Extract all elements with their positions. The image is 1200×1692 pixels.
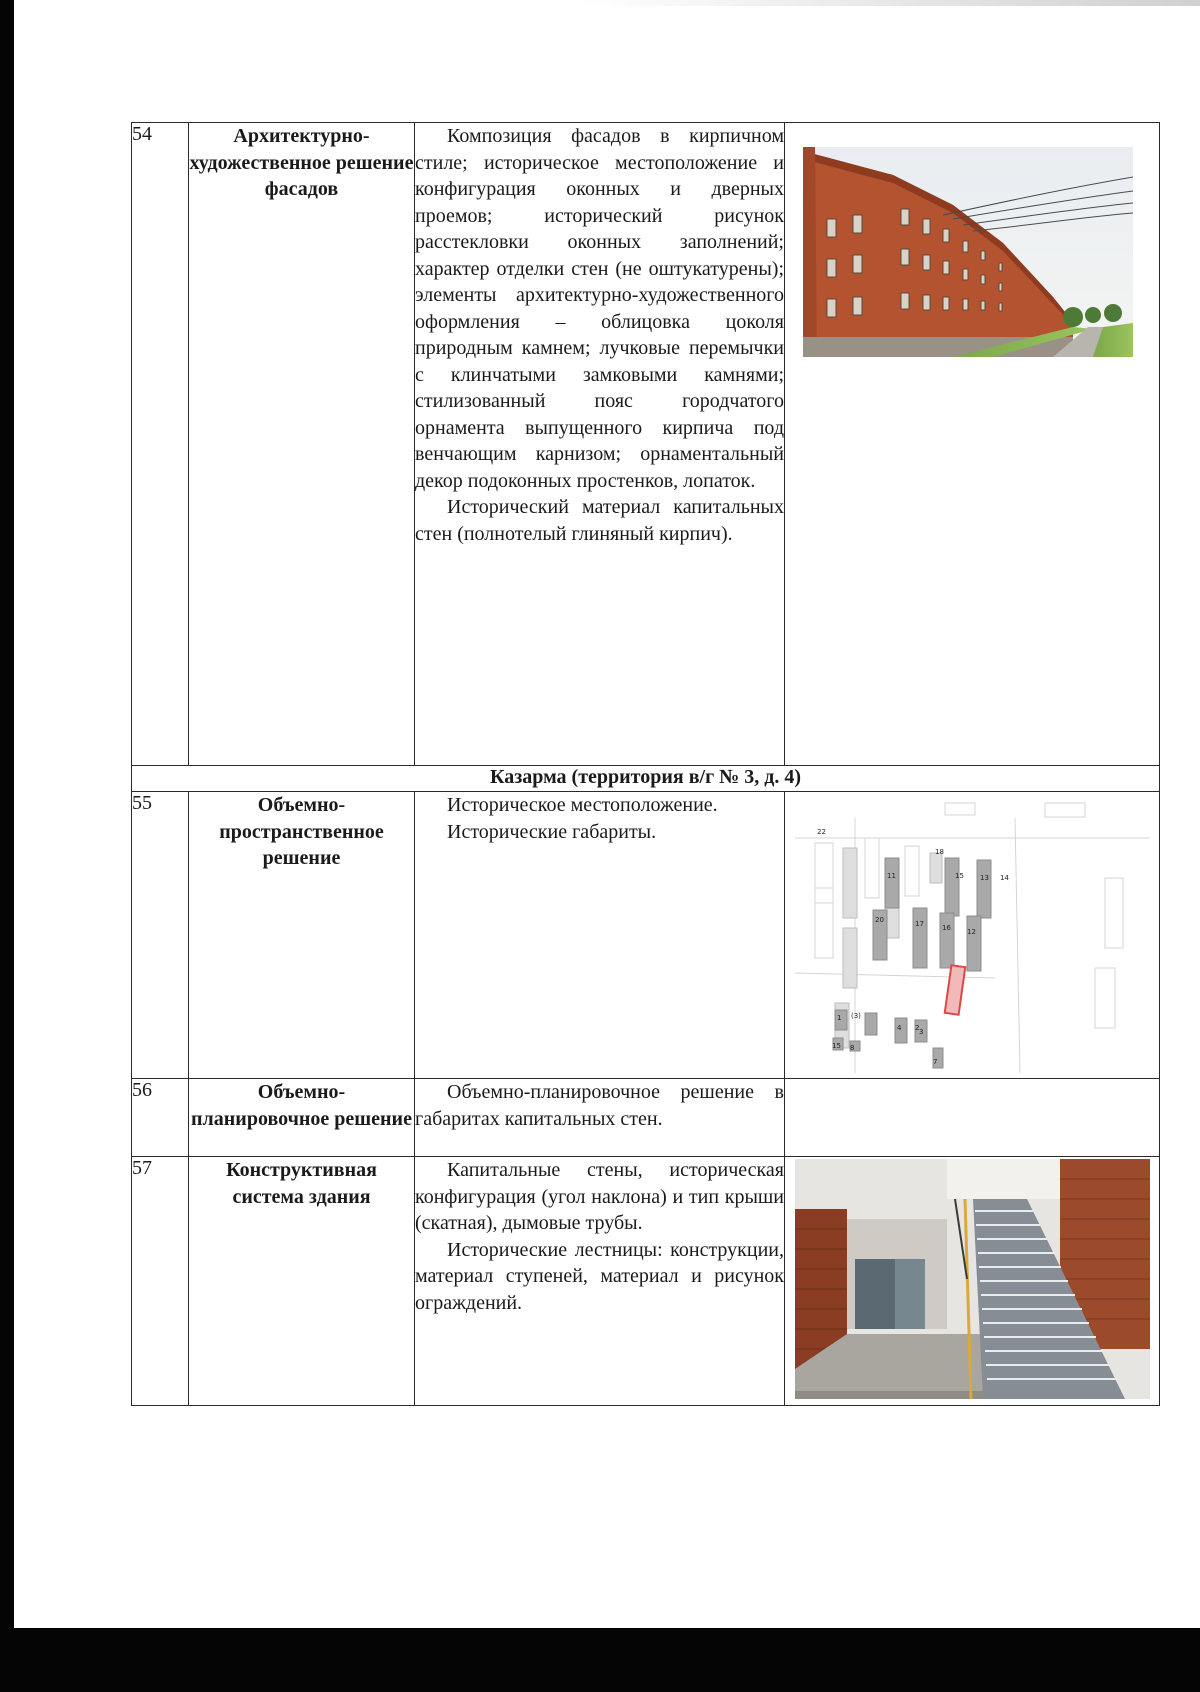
row-description xyxy=(415,792,785,1079)
map-label: 13 xyxy=(980,874,989,882)
description-paragraph: Композиция фасадов в кирпичном стиле; историческое местоположение и конфигурация оконных и дверных проемов; исторический рисунок расстекловки оконных заполнений; характер отделки стен (не оштукатурены); элементы архитектурно-художественного оформления – облицовка цоколя природным камнем; лучковые перемычки с клинчатыми замковыми камнями; стилизованный пояс городчатого орнамента выпущенного кирпича под венчающим карнизом; орнаментальный декор подоконных простенков, лопаток. xyxy=(415,125,784,492)
map-label: 3 xyxy=(919,1028,924,1036)
row-title: Конструктивная система здания xyxy=(189,1157,415,1406)
map-label: 7 xyxy=(933,1058,938,1066)
description-paragraph: Исторические лестницы: конструкции, материал ступеней, материал и рисунок ограждений. xyxy=(415,1238,784,1314)
map-label: 11 xyxy=(887,872,896,880)
photo-cell xyxy=(785,123,1160,766)
description-paragraph: Исторические габариты. xyxy=(447,820,657,843)
table-row xyxy=(132,1157,1160,1406)
row-title: Объемно-планировочное решение xyxy=(189,1079,415,1157)
map-label: 15 xyxy=(832,1042,841,1050)
description-paragraph: Исторический материал капитальных стен (полнотелый глиняный кирпич). xyxy=(415,496,784,545)
map-label: 2 xyxy=(915,1024,920,1032)
row-description xyxy=(415,123,785,766)
row-description xyxy=(415,1079,785,1157)
staircase-photo xyxy=(795,1159,1150,1399)
map-label: 18 xyxy=(935,848,944,856)
section-heading: Казарма (территория в/г № 3, д. 4) xyxy=(132,766,1160,792)
row-title: Архитектурно-художественное решение фасадов xyxy=(189,123,415,766)
map-label: 14 xyxy=(1000,874,1009,882)
map-label: 4 xyxy=(897,1024,902,1032)
objects-table xyxy=(131,122,1160,1406)
map-label: 16 xyxy=(942,924,951,932)
scan-edge-top xyxy=(580,0,1200,6)
row-number: 54 xyxy=(132,123,189,766)
scan-edge-left xyxy=(0,0,14,1692)
map-label: 20 xyxy=(875,916,884,924)
row-title: Объемно-пространственное решение xyxy=(189,792,415,1079)
row-number: 55 xyxy=(132,792,189,1079)
photo-cell xyxy=(785,1157,1160,1406)
description-paragraph: Объемно-планировочное решение в габаритах капитальных стен. xyxy=(415,1081,784,1130)
row-number: 56 xyxy=(132,1079,189,1157)
empty-cell xyxy=(785,1079,1160,1157)
scan-edge-bottom xyxy=(0,1628,1200,1692)
row-description xyxy=(415,1157,785,1406)
map-label: 12 xyxy=(967,928,976,936)
map-label: 17 xyxy=(915,920,924,928)
map-label: 15 xyxy=(955,872,964,880)
map-label: (3) xyxy=(851,1012,861,1020)
map-label: 8 xyxy=(850,1044,855,1052)
section-row xyxy=(132,766,1160,792)
facade-photo xyxy=(803,147,1133,357)
description-paragraph: Историческое местоположение. xyxy=(447,794,718,816)
row-number: 57 xyxy=(132,1157,189,1406)
map-label: 1 xyxy=(837,1014,842,1022)
table-row xyxy=(132,792,1160,1079)
site-plan-map xyxy=(795,798,1150,1073)
map-label: 22 xyxy=(817,828,826,836)
description-paragraph: Капитальные стены, историческая конфигурация (угол наклона) и тип крыши (скатная), дымовые трубы. xyxy=(415,1159,784,1234)
table-row xyxy=(132,1079,1160,1157)
table-row xyxy=(132,123,1160,766)
map-cell xyxy=(785,792,1160,1079)
